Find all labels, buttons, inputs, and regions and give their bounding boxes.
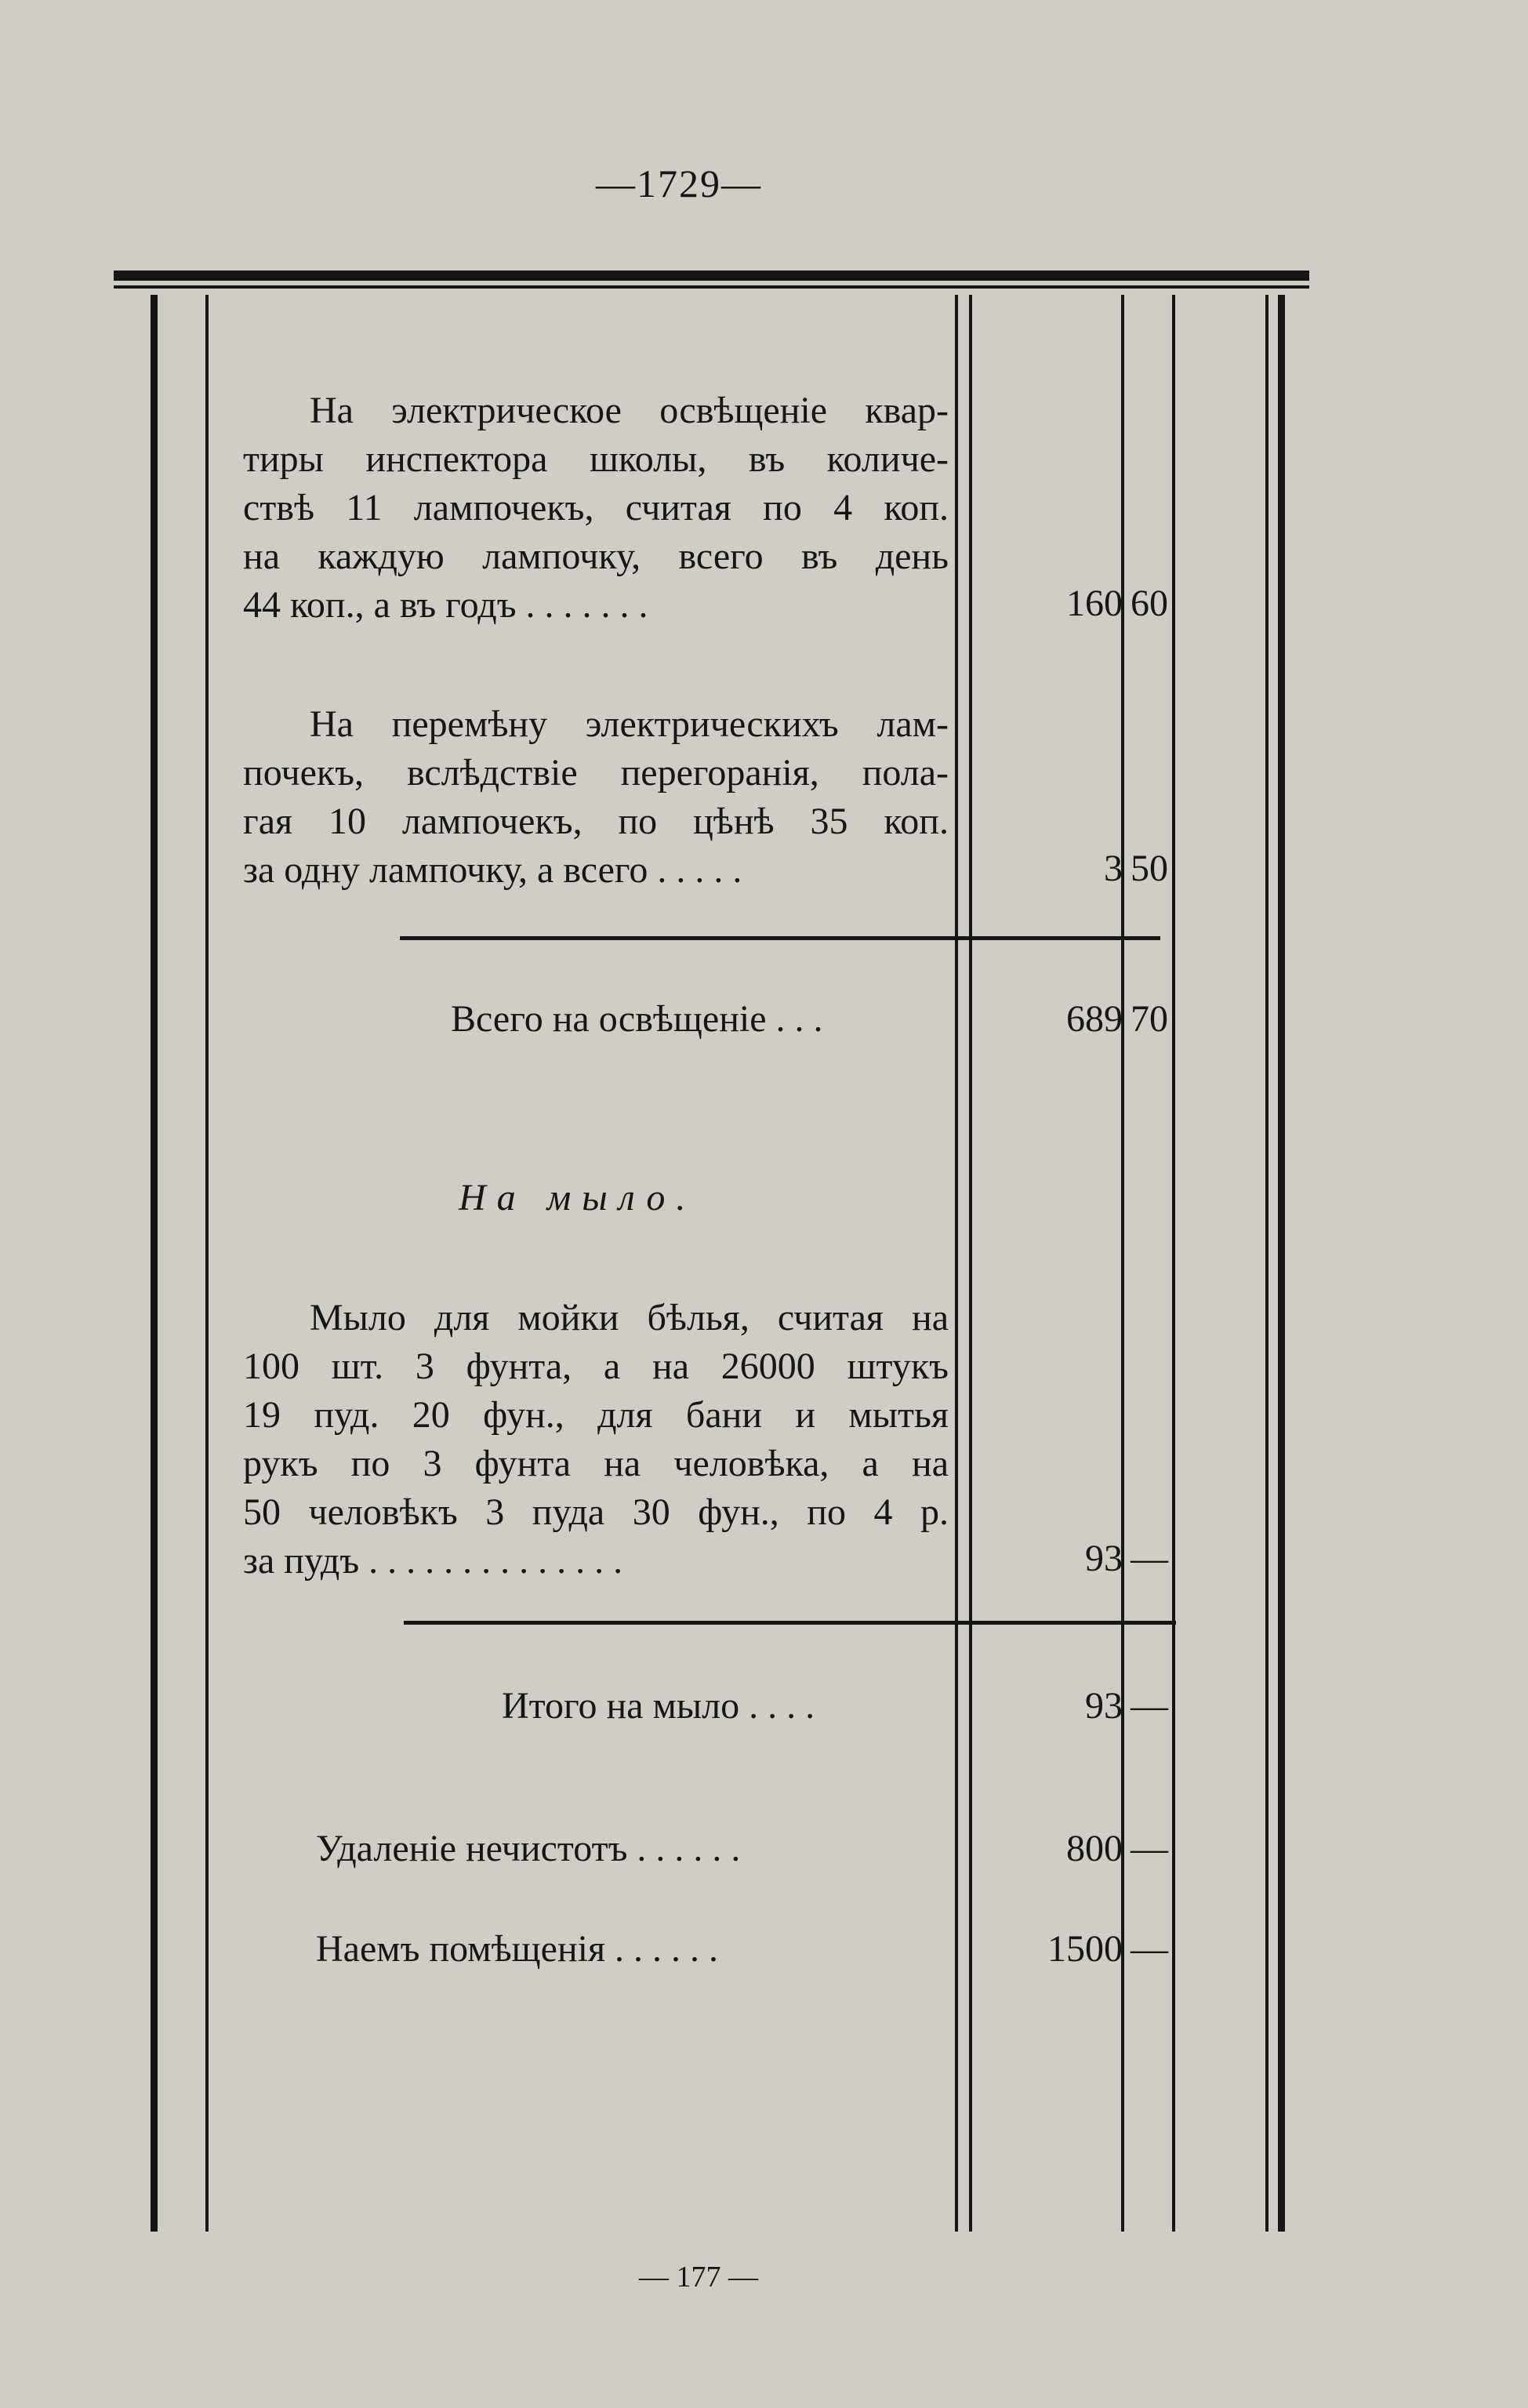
waste-removal-label: Удаленіе нечистотъ . . . . . . [316, 1828, 741, 1869]
text-line: на каждую лампочку, всего въ день [243, 536, 949, 577]
text-line: гая 10 лампочекъ, по цѣнѣ 35 коп. [243, 801, 949, 842]
amount-kop: — [1131, 1828, 1168, 1869]
item-electric-lighting [243, 387, 949, 630]
amount-rub: 1500 [1047, 1928, 1123, 1970]
subtotal-rule [400, 936, 1160, 940]
total-soap-label: Итого на мыло . . . . [502, 1685, 815, 1727]
column-line-right-outer [1278, 295, 1285, 2232]
text-line: 19 пуд. 20 фун., для бани и мытья [243, 1394, 949, 1436]
amount-rub: 3 [1104, 848, 1123, 889]
text-line: 100 шт. 3 фунта, а на 26000 штукъ [243, 1346, 949, 1387]
column-line-right-inner [1265, 295, 1268, 2232]
sheet-number-footer: — 177 — [639, 2261, 758, 2294]
total-lighting-label: Всего на освѣщеніе . . . [451, 998, 823, 1040]
subtotal-rule [404, 1621, 1176, 1625]
text-line: 50 человѣкъ 3 пуда 30 фун., по 4 р. [243, 1491, 949, 1533]
text-line: рукъ по 3 фунта на человѣка, а на [243, 1443, 949, 1484]
column-line-left-inner [205, 295, 209, 2232]
amount-rub: 800 [1066, 1828, 1123, 1869]
text-line: Мыло для мойки бѣлья, считая на [310, 1297, 949, 1338]
amount-rub: 93 [1085, 1685, 1123, 1727]
page-number-header: —1729— [596, 162, 762, 205]
section-title-soap: На мыло. [459, 1177, 697, 1219]
text-line: 44 коп., а въ годъ . . . . . . . [243, 584, 648, 626]
amount-kop: 50 [1131, 848, 1168, 889]
amount-kop: 60 [1131, 583, 1168, 624]
item-soap [243, 1294, 949, 1585]
text-line: за пудъ . . . . . . . . . . . . . . [243, 1540, 623, 1582]
column-line-text-end [955, 295, 958, 2232]
text-line: тиры инспектора школы, въ количе- [243, 438, 949, 480]
rent-label: Наемъ помѣщенія . . . . . . [316, 1928, 719, 1970]
text-line: за одну лампочку, а всего . . . . . [243, 849, 742, 891]
amount-kop: — [1131, 1685, 1168, 1727]
item-lamp-replacement [243, 700, 949, 895]
amount-rub: 160 [1066, 583, 1123, 624]
column-line-kop-right [1172, 295, 1175, 2232]
amount-kop: — [1131, 1928, 1168, 1970]
amount-rub: 689 [1066, 998, 1123, 1040]
text-line: На электрическое освѣщеніе квар- [310, 390, 949, 431]
amount-kop: — [1131, 1538, 1168, 1579]
text-line: На перемѣну электрическихъ лам- [310, 703, 949, 745]
header-rule-thick [114, 271, 1309, 281]
amount-kop: 70 [1131, 998, 1168, 1040]
header-rule-thin [114, 285, 1309, 289]
text-line: почекъ, вслѣдствіе перегоранія, пола- [243, 752, 949, 794]
column-line-left-outer [151, 295, 158, 2232]
text-line: ствѣ 11 лампочекъ, считая по 4 коп. [243, 487, 949, 528]
amount-rub: 93 [1085, 1538, 1123, 1579]
